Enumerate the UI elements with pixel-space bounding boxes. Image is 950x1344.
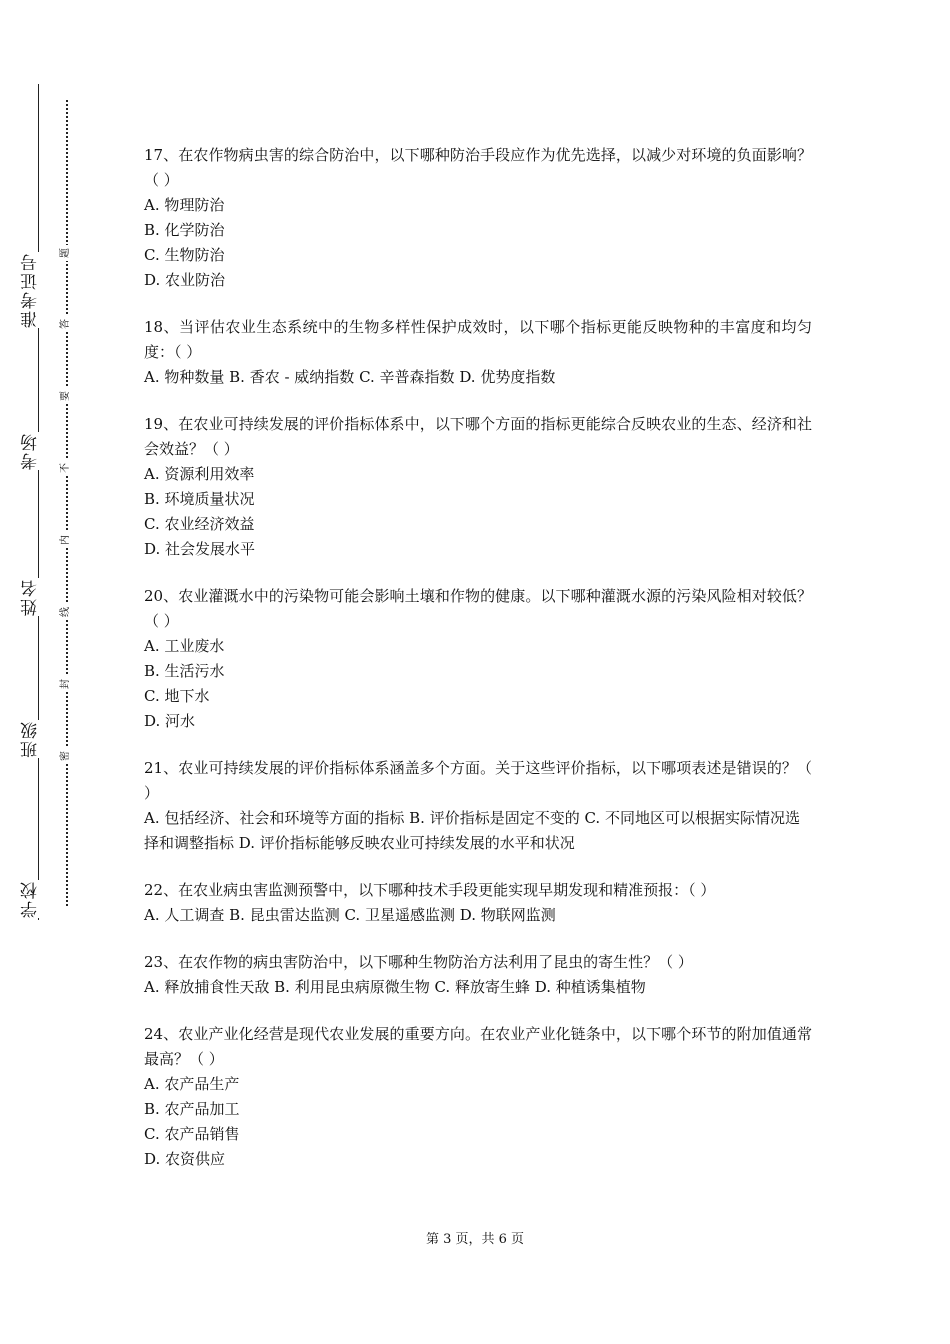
question-stem: 17、在农作物病虫害的综合防治中，以下哪种防治手段应作为优先选择，以减少对环境的负面影响？（ ） bbox=[144, 146, 812, 189]
question-stem: 18、当评估农业生态系统中的生物多样性保护成效时，以下哪个指标更能反映物种的丰富度和均匀度：（ ） bbox=[144, 318, 812, 361]
class-label: 班级 bbox=[20, 720, 58, 758]
option-b: B. 化学防治 bbox=[144, 221, 225, 239]
binding-margin bbox=[0, 0, 120, 1344]
seal-char: 题 bbox=[58, 245, 74, 261]
option-c: C. 生物防治 bbox=[144, 246, 225, 264]
exam-room-label: 考场 bbox=[20, 432, 58, 470]
school-label: 学校 bbox=[20, 880, 58, 918]
option-d: D. 农资供应 bbox=[144, 1150, 226, 1168]
seal-char: 不 bbox=[58, 460, 74, 476]
option-d: D. 农业防治 bbox=[144, 271, 226, 289]
page-number: 第 3 页，共 6 页 bbox=[425, 1232, 525, 1247]
options-line: A. 人工调查 B. 昆虫雷达监测 C. 卫星遥感监测 D. 物联网监测 bbox=[144, 906, 556, 924]
options-line: A. 包括经济、社会和环境等方面的指标 B. 评价指标是固定不变的 C. 不同地区可以根据实际情况选择和调整指标 D. 评价指标能够反映农业可持续发展的水平和状况 bbox=[144, 809, 800, 852]
seal-char: 封 bbox=[58, 676, 74, 692]
question-stem: 23、在农作物的病虫害防治中，以下哪种生物防治方法利用了昆虫的寄生性？（ ） bbox=[144, 953, 693, 971]
exam-number-label: 准考证号 bbox=[20, 252, 58, 328]
options-line: A. 释放捕食性天敌 B. 利用昆虫病原微生物 C. 释放寄生蜂 D. 种植诱集植物 bbox=[144, 978, 646, 996]
option-c: C. 农业经济效益 bbox=[144, 515, 255, 533]
question-stem: 19、在农业可持续发展的评价指标体系中，以下哪个方面的指标更能综合反映农业的生态、经济和社会效益？（ ） bbox=[144, 415, 812, 458]
question-19 bbox=[144, 412, 812, 562]
question-list bbox=[144, 143, 812, 1194]
question-24 bbox=[144, 1022, 812, 1172]
option-c: C. 农产品销售 bbox=[144, 1125, 240, 1143]
question-18 bbox=[144, 315, 812, 390]
option-b: B. 环境质量状况 bbox=[144, 490, 255, 508]
question-22 bbox=[144, 878, 812, 928]
seal-char: 要 bbox=[58, 388, 74, 404]
question-17 bbox=[144, 143, 812, 293]
seal-char: 线 bbox=[58, 604, 74, 620]
option-b: B. 生活污水 bbox=[144, 662, 225, 680]
binding-solid-line bbox=[38, 84, 39, 920]
seal-char: 密 bbox=[58, 748, 74, 764]
option-a: A. 农产品生产 bbox=[144, 1075, 240, 1093]
name-label: 姓名 bbox=[20, 578, 58, 616]
question-stem: 21、农业可持续发展的评价指标体系涵盖多个方面。关于这些评价指标，以下哪项表述是错误的？（ ） bbox=[144, 759, 812, 802]
option-a: A. 工业废水 bbox=[144, 637, 225, 655]
question-stem: 22、在农业病虫害监测预警中，以下哪种技术手段更能实现早期发现和精准预报：（ ） bbox=[144, 881, 716, 899]
option-d: D. 社会发展水平 bbox=[144, 540, 256, 558]
question-23 bbox=[144, 950, 812, 1000]
binding-dotted-line bbox=[66, 100, 68, 906]
option-d: D. 河水 bbox=[144, 712, 196, 730]
option-b: B. 农产品加工 bbox=[144, 1100, 240, 1118]
options-line: A. 物种数量 B. 香农 - 威纳指数 C. 辛普森指数 D. 优势度指数 bbox=[144, 368, 556, 386]
seal-char: 答 bbox=[58, 316, 74, 332]
question-21 bbox=[144, 756, 812, 856]
question-stem: 20、农业灌溉水中的污染物可能会影响土壤和作物的健康。以下哪种灌溉水源的污染风险相对较低？（ ） bbox=[144, 587, 812, 630]
option-a: A. 物理防治 bbox=[144, 196, 225, 214]
seal-char: 内 bbox=[58, 532, 74, 548]
option-a: A. 资源利用效率 bbox=[144, 465, 255, 483]
option-c: C. 地下水 bbox=[144, 687, 210, 705]
question-stem: 24、农业产业化经营是现代农业发展的重要方向。在农业产业化链条中，以下哪个环节的附加值通常最高？（ ） bbox=[144, 1025, 812, 1068]
question-20 bbox=[144, 584, 812, 734]
